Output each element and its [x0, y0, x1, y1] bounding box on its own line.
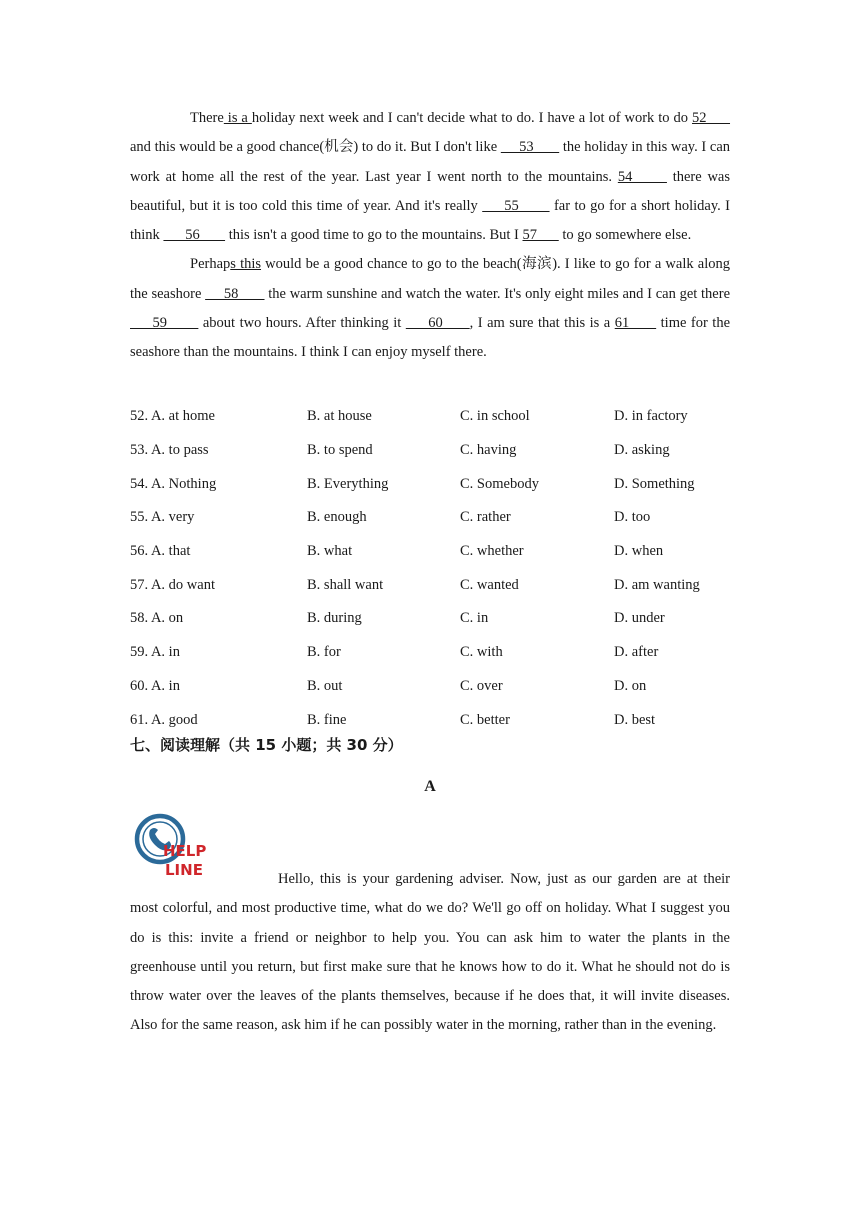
option-a: 58. A. on [130, 610, 184, 627]
option-d: D. best [614, 711, 656, 728]
option-c: C. whether [460, 543, 524, 560]
option-b: B. at house [307, 408, 372, 425]
option-b: B. shall want [307, 576, 384, 593]
option-c: C. in [460, 610, 489, 627]
option-a: 56. A. that [130, 543, 191, 560]
logo-text-line: LINE [165, 861, 203, 879]
option-a: 52. A. at home [130, 408, 215, 425]
text: there was beautiful, but it is too cold this time of year. And it's really [130, 168, 731, 214]
option-d: D. under [614, 610, 665, 627]
text: , I am sure that this is a [469, 315, 615, 332]
option-a: 55. A. very [130, 509, 195, 526]
passage-a-text: Hello, this is your gardening adviser. Now, just as our garden are at their most colorful, and most productive time, what do we do? We'll go off on holiday. What I suggest you do is this: invite a friend or neighbor to help you. You can ask him to water the plants in the greenhouse until you return, but first make sure that he knows how to do it. What he should not do is throw water over the leaves of the plants themselves, because if he does that, it will invite diseases. Also for the same reason, ask him if he can possibly water in the morning, rather than in the evening. [130, 871, 730, 1034]
blank-61: 61 [614, 315, 657, 332]
text: this isn't a good time to go to the mountains. But I [225, 227, 523, 244]
text: time for the seashore than the mountains. I think I can enjoy myself there. [130, 315, 731, 361]
blank-55: 55 [482, 197, 550, 214]
passage-label: A [424, 778, 436, 795]
blank-59: 59 [130, 315, 199, 332]
option-c: C. having [460, 442, 517, 459]
option-row [130, 434, 730, 468]
option-a: 60. A. in [130, 677, 180, 694]
option-row [130, 501, 730, 535]
option-d: D. asking [614, 442, 670, 459]
option-c: C. rather [460, 509, 511, 526]
blank-53: 53 [500, 139, 560, 156]
option-row [130, 636, 730, 670]
text: the warm sunshine and watch the water. It's only eight miles and I can get there [264, 285, 731, 302]
option-b: B. what [307, 543, 353, 560]
option-a: 57. A. do want [130, 576, 215, 593]
option-c: C. in school [460, 408, 530, 425]
logo-text-help: HELP [163, 842, 207, 860]
text: There [190, 110, 224, 126]
option-row [130, 535, 730, 569]
blank-58: 58 [205, 285, 265, 302]
answer-options [130, 400, 730, 737]
option-d: D. am wanting [614, 576, 700, 593]
option-c: C. over [460, 677, 503, 694]
option-b: B. out [307, 677, 343, 694]
option-a: 61. A. good [130, 711, 198, 728]
text: far to go for a short holiday. I think [130, 197, 731, 244]
option-d: D. in factory [614, 408, 688, 425]
option-c: C. wanted [460, 576, 519, 593]
option-a: 59. A. in [130, 644, 180, 661]
option-c: C. better [460, 711, 510, 728]
option-b: B. to spend [307, 442, 373, 459]
option-row [130, 670, 730, 704]
option-d: D. on [614, 677, 647, 694]
option-row [130, 568, 730, 602]
option-b: B. for [307, 644, 341, 661]
blank-52: 52 [692, 110, 731, 126]
blank-57: 57 [522, 227, 559, 244]
section-heading: 七、阅读理解（共 15 小题；共 30 分） [130, 736, 403, 754]
option-a: 54. A. Nothing [130, 475, 217, 492]
cloze-passage [130, 104, 730, 368]
blank-60: 60 [405, 315, 470, 332]
option-row [130, 703, 730, 737]
underlined-text: is a [223, 110, 252, 126]
text: Perhap [190, 256, 231, 273]
cloze-paragraph-1 [130, 104, 730, 250]
blank-54: 54 [617, 168, 667, 185]
option-d: D. Something [614, 475, 695, 492]
option-d: D. too [614, 509, 651, 526]
text: to go somewhere else. [558, 227, 692, 244]
option-b: B. enough [307, 509, 367, 526]
option-b: B. during [307, 610, 362, 627]
cloze-paragraph-2 [130, 250, 730, 367]
option-row [130, 400, 730, 434]
option-b: B. Everything [307, 475, 389, 492]
option-c: C. with [460, 644, 503, 661]
text: the holiday in this way. I can work at home all the rest of the year. Last year I went north to the mountains. [130, 139, 731, 185]
option-d: D. when [614, 543, 664, 560]
text: holiday next week and I can't decide what to do. I have a lot of work to do [251, 110, 693, 126]
text: would be a good chance to go to the beach(海滨). I like to go for a walk along the seashore [130, 256, 730, 302]
blank-56: 56 [163, 227, 226, 244]
option-row [130, 602, 730, 636]
option-a: 53. A. to pass [130, 442, 209, 459]
option-row [130, 467, 730, 501]
option-b: B. fine [307, 711, 347, 728]
text: and this would be a good chance(机会) to do it. But I don't like [130, 139, 501, 156]
option-d: D. after [614, 644, 659, 661]
option-c: C. Somebody [460, 475, 539, 492]
text: about two hours. After thinking it [198, 315, 406, 332]
underlined-text: s this [230, 256, 262, 273]
